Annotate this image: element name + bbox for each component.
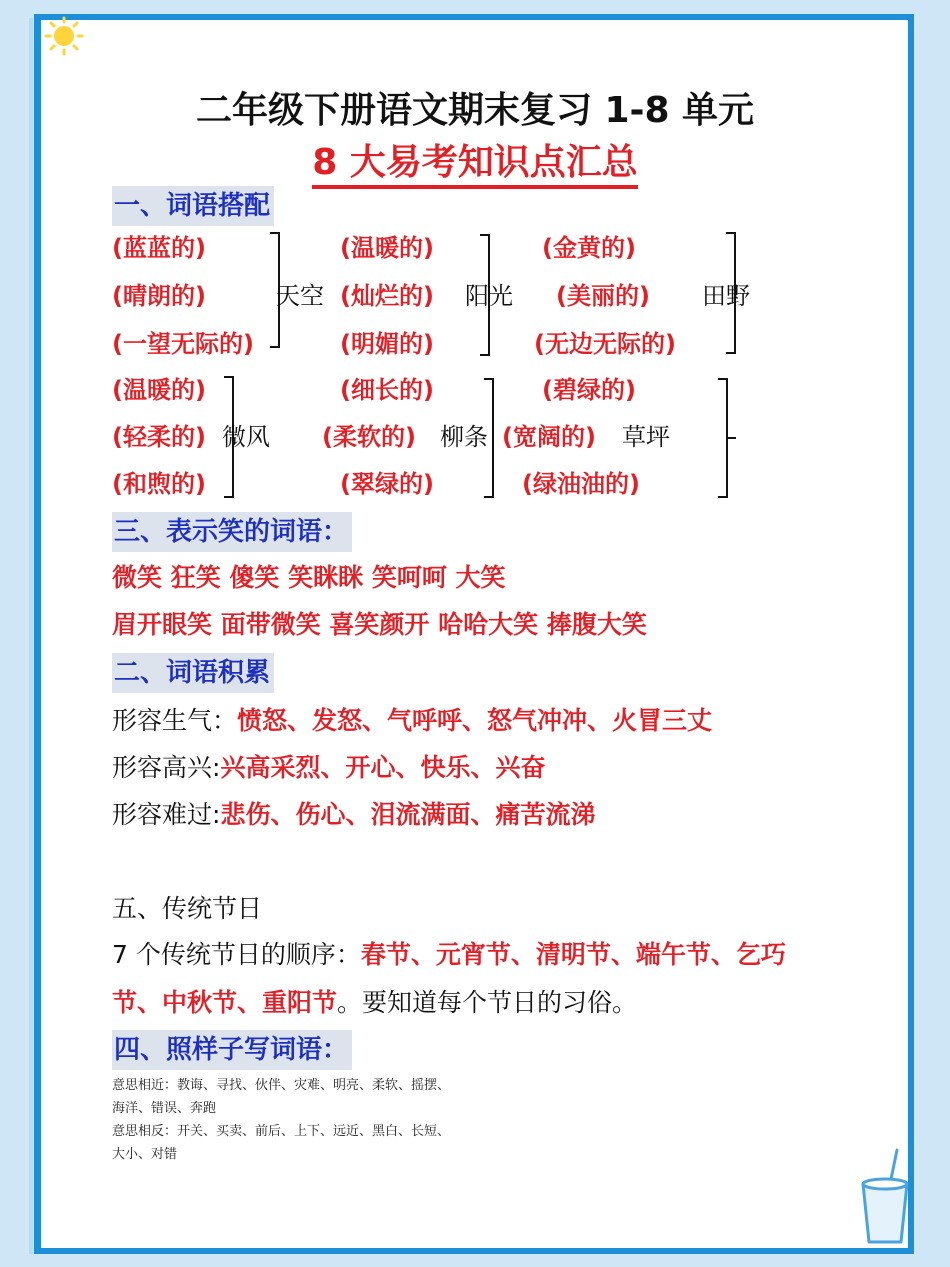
festival-line2: 节、中秋节、重阳节。要知道每个节日的习俗。: [112, 988, 638, 1017]
collocation-item: (晴朗的): [112, 282, 206, 310]
example-text: 大小、对错: [112, 1147, 178, 1162]
accumulate-angry: 形容生气：愤怒、发怒、气呼呼、怒气冲冲、火冒三丈: [112, 706, 713, 735]
laugh-words-line: 微笑 狂笑 傻笑 笑眯眯 笑呵呵 大笑: [112, 563, 506, 592]
collocation-item: (轻柔的): [112, 423, 206, 451]
bracket-tick: [728, 437, 736, 439]
section-heading-examples: 四、照样子写词语：: [112, 1030, 352, 1070]
page-title: 二年级下册语文期末复习 1-8 单元: [195, 90, 755, 131]
collocation-item: (美丽的): [556, 282, 650, 310]
example-text: 意思相反：开关、买卖、前后、上下、远近、黑白、长短、: [112, 1124, 451, 1139]
collocation-item: (和煦的): [112, 470, 206, 498]
collocation-item: (翠绿的): [340, 470, 434, 498]
collocation-item: (温暖的): [112, 376, 206, 404]
collocation-item: (蓝蓝的): [112, 234, 206, 262]
collocation-noun: 田野: [702, 282, 750, 310]
sun-icon: [44, 16, 84, 56]
collocation-item: (碧绿的): [542, 376, 636, 404]
collocation-item: (细长的): [340, 376, 434, 404]
example-text: 意思相近：教诲、寻找、伙伴、灾难、明亮、柔软、摇摆、: [112, 1078, 451, 1093]
bracket: [718, 378, 728, 498]
festival-line1: 7 个传统节日的顺序：春节、元宵节、清明节、端午节、乞巧: [112, 940, 786, 969]
collocation-item: (明媚的): [340, 330, 434, 358]
collocation-noun: 微风: [222, 423, 270, 451]
collocation-item: (一望无际的): [112, 330, 254, 358]
accumulate-happy: 形容高兴:兴高采烈、开心、快乐、兴奋: [112, 753, 546, 782]
section-heading-festival: 五、传统节日: [112, 894, 263, 923]
section-heading-accumulate: 二、词语积累: [112, 653, 274, 693]
laugh-words-line: 眉开眼笑 面带微笑 喜笑颜开 哈哈大笑 捧腹大笑: [112, 610, 647, 639]
collocation-item: (无边无际的): [534, 330, 676, 358]
collocation-noun: 阳光: [465, 282, 513, 310]
collocation-item: (金黄的): [542, 234, 636, 262]
section-heading-collocation: 一、词语搭配: [112, 186, 274, 226]
collocation-item: (宽阔的): [502, 423, 596, 451]
page-subtitle: 8 大易考知识点汇总: [0, 134, 950, 185]
collocation-item: (灿烂的): [340, 282, 434, 310]
section-heading-laugh: 三、表示笑的词语：: [112, 512, 352, 552]
collocation-noun: 天空: [276, 282, 324, 310]
collocation-item: (绿油油的): [522, 470, 640, 498]
collocation-item: (温暖的): [340, 234, 434, 262]
accumulate-sad: 形容难过:悲伤、伤心、泪流满面、痛苦流涕: [112, 800, 596, 829]
collocation-noun: 柳条: [440, 423, 488, 451]
example-text: 海洋、错误、奔跑: [112, 1101, 217, 1116]
collocation-item: (柔软的): [322, 423, 416, 451]
collocation-noun: 草坪: [622, 423, 670, 451]
cup-with-straw-icon: [855, 1148, 915, 1248]
